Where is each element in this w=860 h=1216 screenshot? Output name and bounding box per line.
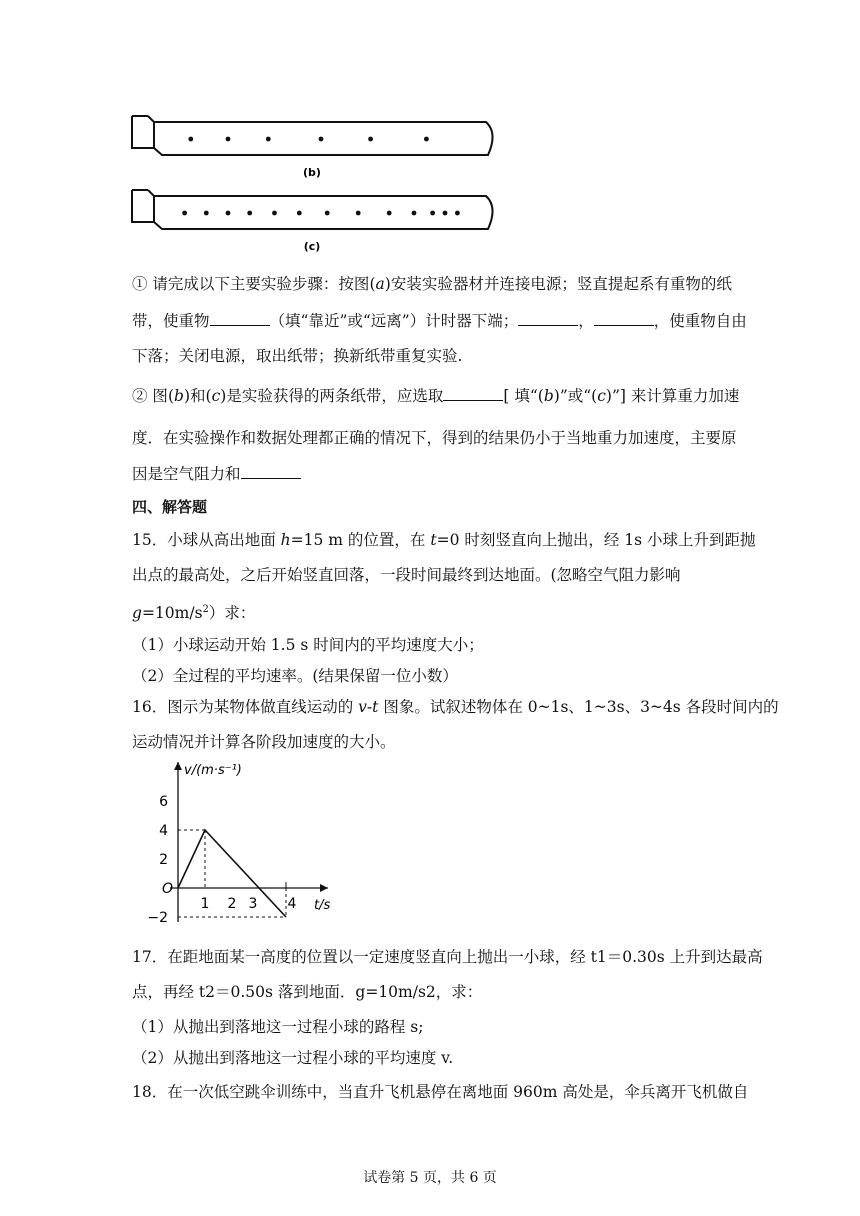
answer-blank (518, 311, 578, 326)
q15-line3: $g=10m/s^2$）求： (132, 604, 256, 623)
tape-c-dot (356, 211, 361, 216)
tape-c-dot (297, 211, 302, 216)
tape-b-dot (188, 137, 193, 142)
tape-c-dot (455, 211, 460, 216)
y-axis-label: v/(m·s⁻¹) (184, 763, 242, 778)
tape-b-dot (424, 137, 429, 142)
tape-c-dot (325, 211, 330, 216)
tape-b-dot (319, 137, 324, 142)
q15-part2: （2）全过程的平均速率。(结果保留一位小数） (132, 667, 458, 685)
tape-c-label: (c) (303, 240, 321, 253)
x-tick-label: 3 (248, 896, 258, 912)
tape-c-dot (430, 211, 435, 216)
tape-c-dot (182, 211, 187, 216)
q14-step1-line3: 下落；关闭电源，取出纸带；换新纸带重复实验. (132, 347, 463, 365)
x-tick-label: 4 (287, 896, 297, 912)
q14-step1-line2: 带，使重物 （填“靠近”或“远离”）计时器下端； ， ，使重物自由 (132, 312, 747, 330)
section-heading: 四、解答题 (132, 498, 208, 516)
tape-c-dot (247, 211, 252, 216)
tape-c-dot (387, 211, 392, 216)
paper-tape-figure (126, 108, 506, 253)
tape-b-label: (b) (303, 166, 321, 179)
y-axis-arrow (174, 762, 182, 770)
tape-c (132, 190, 493, 253)
x-axis-label: t/s (314, 898, 331, 913)
q14-step1-line1: ① 请完成以下主要实验步骤：按图(a)安装实验器材并连接电源；竖直提起系有重物的纸 (132, 275, 732, 293)
q17-line1: 17．在距地面某一高度的位置以一定速度竖直向上抛出一小球，经 t1＝0.30s 上升到达最高 (132, 948, 763, 966)
q14-step2-line2: 度．在实验操作和数据处理都正确的情况下，得到的结果仍小于当地重力加速度，主要原 (132, 429, 737, 447)
tape-c-dot (204, 211, 209, 216)
answer-blank (241, 464, 301, 479)
q16-line2: 运动情况并计算各阶段加速度的大小。 (132, 733, 396, 751)
q17-part1: （1）从抛出到落地这一过程小球的路程 s; (132, 1018, 424, 1036)
q15-part1: （1）小球运动开始 1.5 s 时间内的平均速度大小； (132, 636, 484, 654)
x-tick-label: 2 (227, 896, 237, 912)
tape-c-dot (226, 211, 231, 216)
q15-line2: 出点的最高处，之后开始竖直回落，一段时间最终到达地面。(忽略空气阻力影响 (132, 566, 681, 584)
x-axis-arrow (320, 884, 328, 892)
q17-line2: 点，再经 t2＝0.50s 落到地面．g=10m/s2，求： (132, 983, 483, 1001)
tape-b-dot (368, 137, 373, 142)
tape-b-dot (226, 137, 231, 142)
y-tick-label: 6 (159, 794, 168, 810)
answer-blank (594, 311, 654, 326)
x-tick-label: 1 (200, 896, 210, 912)
tape-c-dot (412, 211, 417, 216)
y-tick-label: −2 (147, 910, 168, 926)
tape-c-dot (272, 211, 277, 216)
q15-line1: 15．小球从高出地面 h=15 m 的位置，在 t=0 时刻竖直向上抛出，经 1s 小球上升到距抛 (132, 531, 756, 549)
y-tick-label: 4 (159, 823, 168, 839)
tape-b (132, 116, 493, 179)
y-tick-label: 2 (159, 852, 168, 868)
q16-line1: 16．图示为某物体做直线运动的 v-t 图象。试叙述物体在 0~1s、1~3s、3~4s 各段时间内的 (132, 698, 779, 716)
tape-b-dot (266, 137, 271, 142)
origin-label: O (162, 881, 174, 897)
q14-step2-line1: ② 图(b)和(c)是实验获得的两条纸带，应选取 [ 填“(b)”或“(c)”] 来计算重力加速 (132, 387, 740, 405)
q14-step2-line3: 因是空气阻力和 (132, 463, 301, 485)
vt-graph (132, 758, 352, 936)
answer-blank (443, 386, 503, 401)
tape-c-dot (443, 211, 448, 216)
q18-line1: 18．在一次低空跳伞训练中，当直升飞机悬停在离地面 960m 高处是，伞兵离开飞机做自 (132, 1083, 749, 1101)
page-footer: 试卷第 5 页，共 6 页 (363, 1170, 497, 1186)
q17-part2: （2）从抛出到落地这一过程小球的平均速度 v. (132, 1049, 454, 1067)
answer-blank (210, 311, 270, 326)
